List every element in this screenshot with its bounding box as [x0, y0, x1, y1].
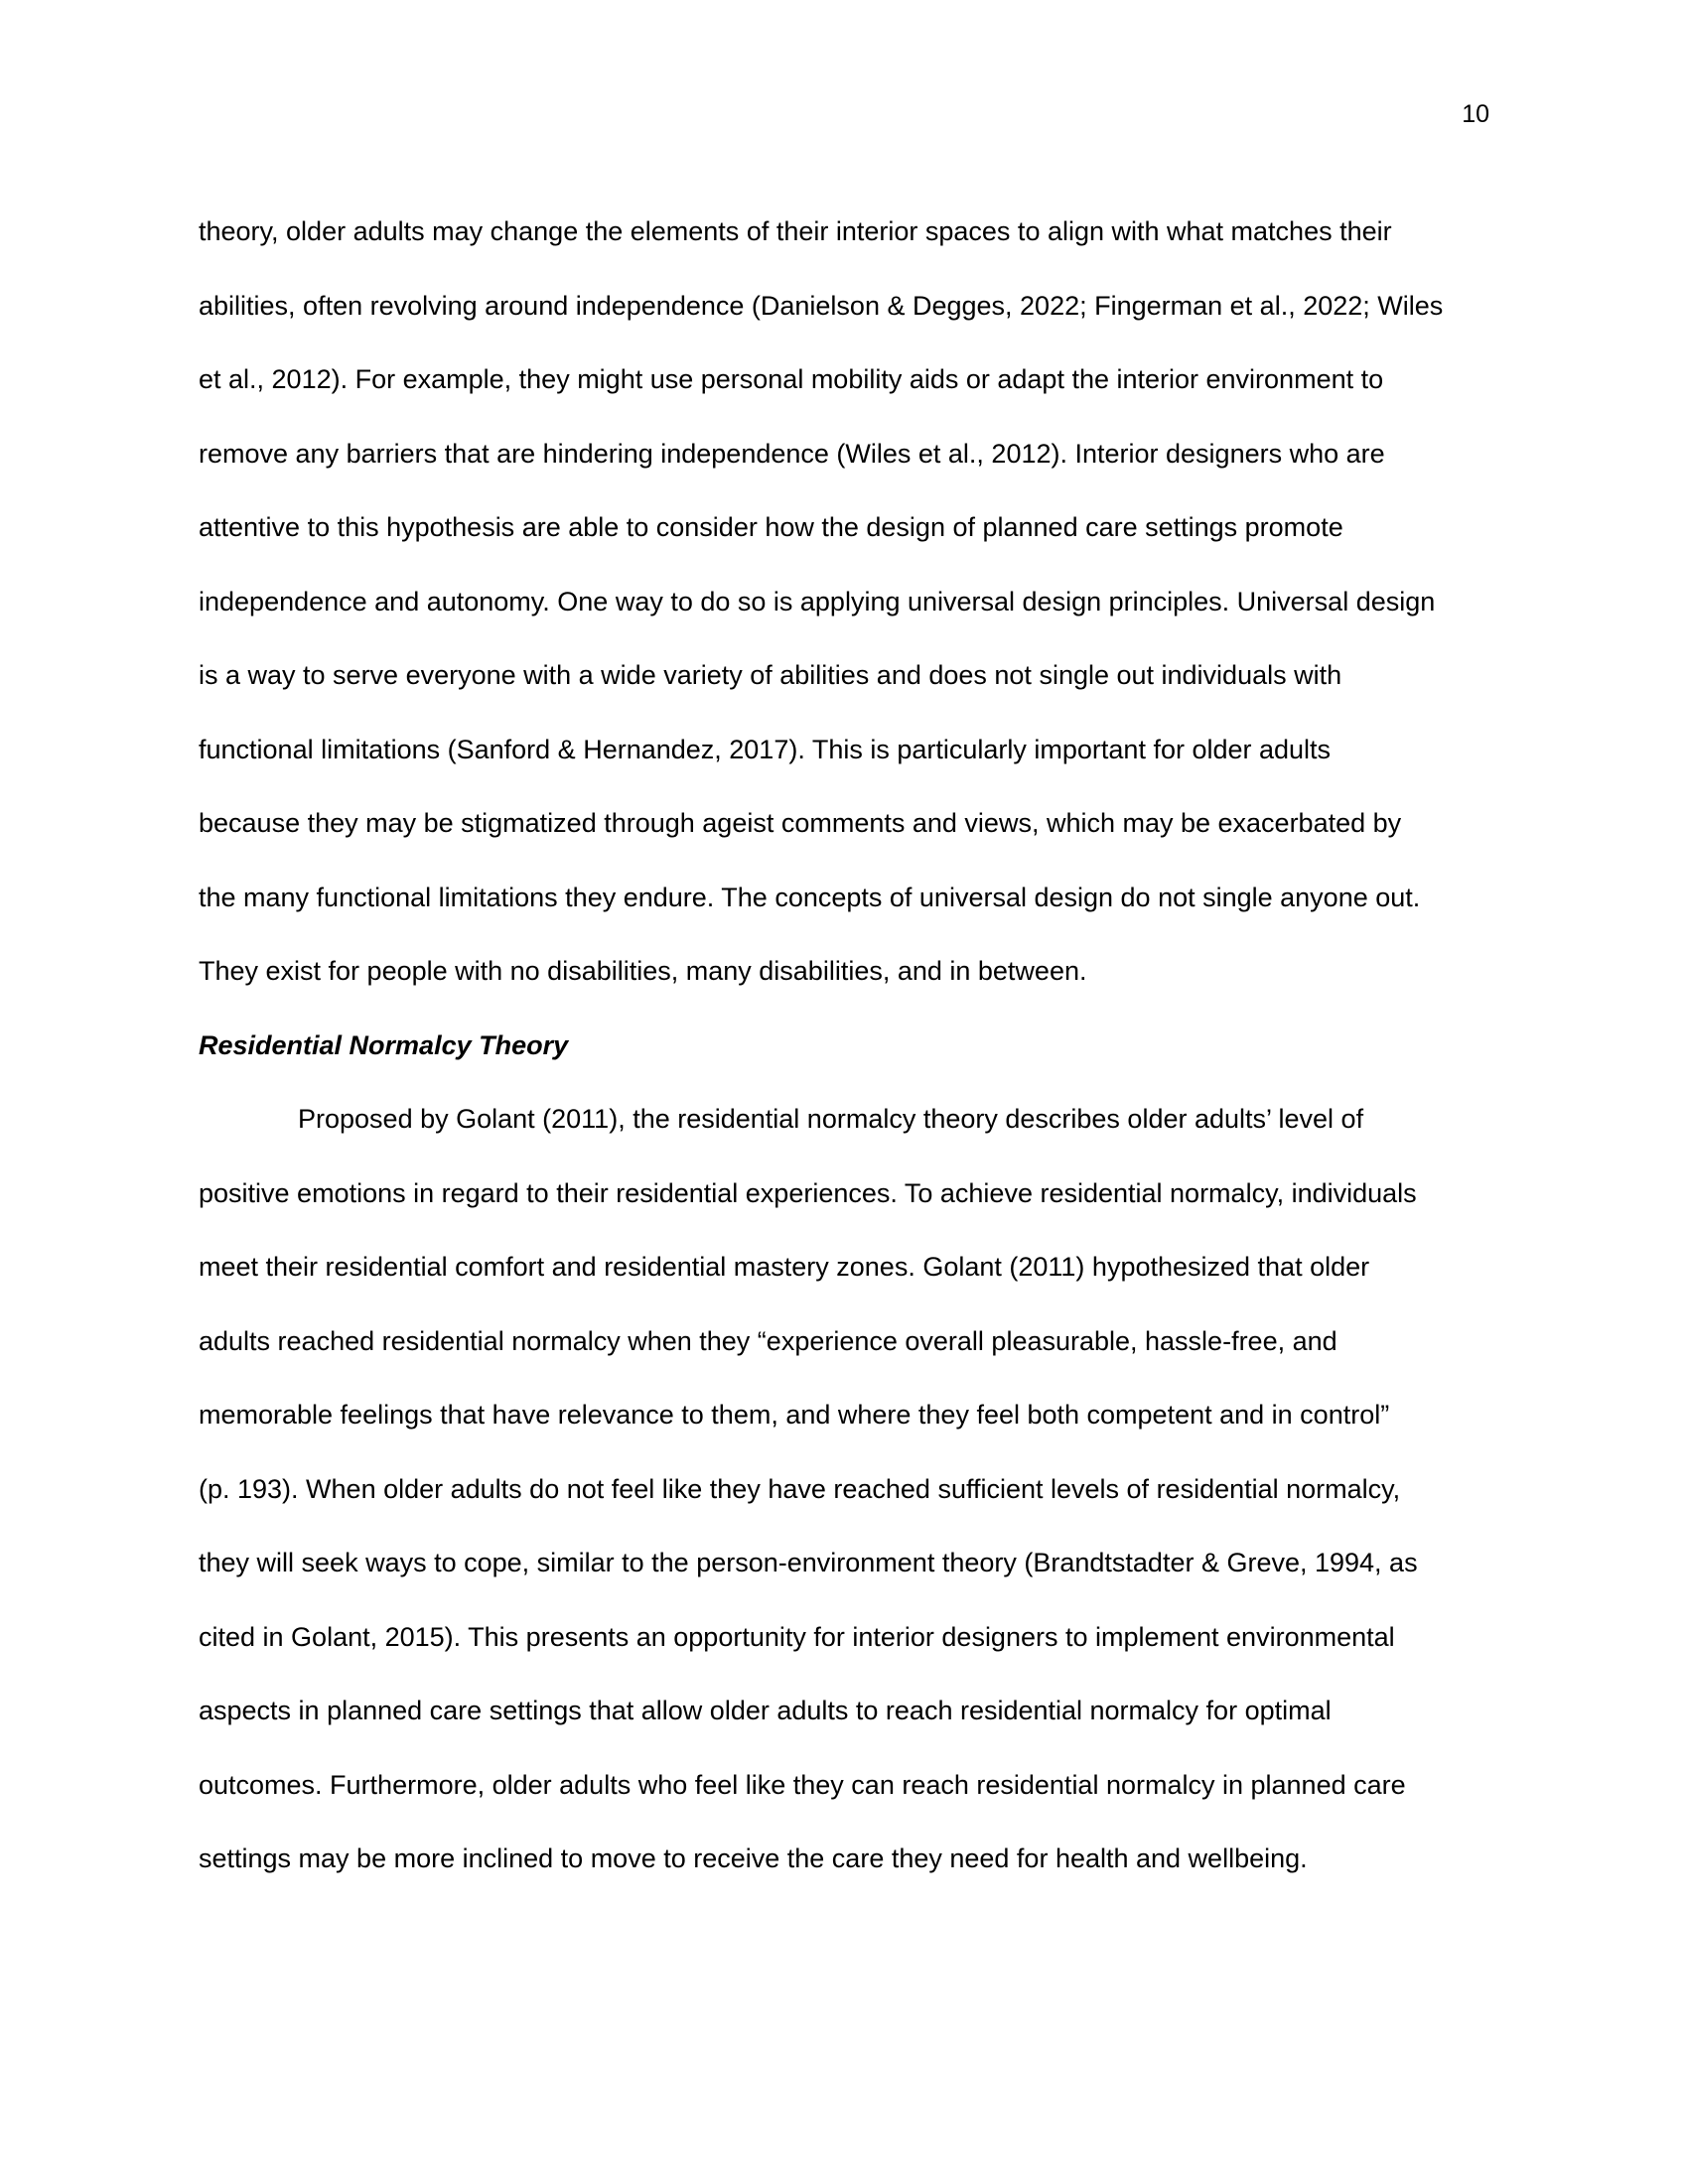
text-line: adults reached residential normalcy when they “experience overall pleasurable, hassle-free, and — [199, 1325, 1337, 1356]
text-line: outcomes. Furthermore, older adults who feel like they can reach residential normalcy in planned care — [199, 1769, 1406, 1800]
text-line: abilities, often revolving around independence (Danielson & Degges, 2022; Fingerman et al., 2022; Wiles — [199, 290, 1444, 321]
text-line: the many functional limitations they endure. The concepts of universal design do not single anyone out. — [199, 882, 1421, 912]
text-line: attentive to this hypothesis are able to consider how the design of planned care settings promote — [199, 512, 1343, 542]
text-line: functional limitations (Sanford & Hernandez, 2017). This is particularly important for older adults — [199, 734, 1332, 764]
paragraph-continuation — [199, 195, 1489, 1009]
text-line: Proposed by Golant (2011), the residential normalcy theory describes older adults’ level of — [298, 1104, 1364, 1134]
text-line: meet their residential comfort and residential mastery zones. Golant (2011) hypothesized that older — [199, 1252, 1370, 1282]
text-line: theory, older adults may change the elements of their interior spaces to align with what matches their — [199, 216, 1392, 246]
text-line: et al., 2012). For example, they might use personal mobility aids or adapt the interior environment to — [199, 364, 1384, 394]
text-line: cited in Golant, 2015). This presents an opportunity for interior designers to implement environmental — [199, 1621, 1395, 1652]
text-line: because they may be stigmatized through ageist comments and views, which may be exacerbated by — [199, 808, 1402, 838]
section-heading: Residential Normalcy Theory — [199, 1029, 569, 1060]
text-line: remove any barriers that are hindering independence (Wiles et al., 2012). Interior designers who are — [199, 438, 1385, 469]
text-line: memorable feelings that have relevance to them, and where they feel both competent and in control” — [199, 1400, 1390, 1430]
text-line: they will seek ways to cope, similar to the person-environment theory (Brandtstadter & Greve, 1994, as — [199, 1548, 1418, 1577]
page-number: 10 — [1462, 100, 1489, 128]
paragraph-residential-normalcy — [199, 1082, 1489, 1896]
text-line: settings may be more inclined to move to receive the care they need for health and wellbeing. — [199, 1843, 1308, 1873]
text-line: aspects in planned care settings that allow older adults to reach residential normalcy for optimal — [199, 1696, 1332, 1725]
text-line: (p. 193). When older adults do not feel like they have reached sufficient levels of residential normalcy, — [199, 1473, 1401, 1504]
text-line: is a way to serve everyone with a wide variety of abilities and does not single out individuals with — [199, 660, 1342, 690]
text-line: positive emotions in regard to their residential experiences. To achieve residential normalcy, individuals — [199, 1177, 1417, 1208]
document-body — [199, 195, 1489, 1896]
text-line: They exist for people with no disabilities, many disabilities, and in between. — [199, 956, 1087, 986]
text-line: independence and autonomy. One way to do so is applying universal design principles. Universal design — [199, 586, 1436, 616]
